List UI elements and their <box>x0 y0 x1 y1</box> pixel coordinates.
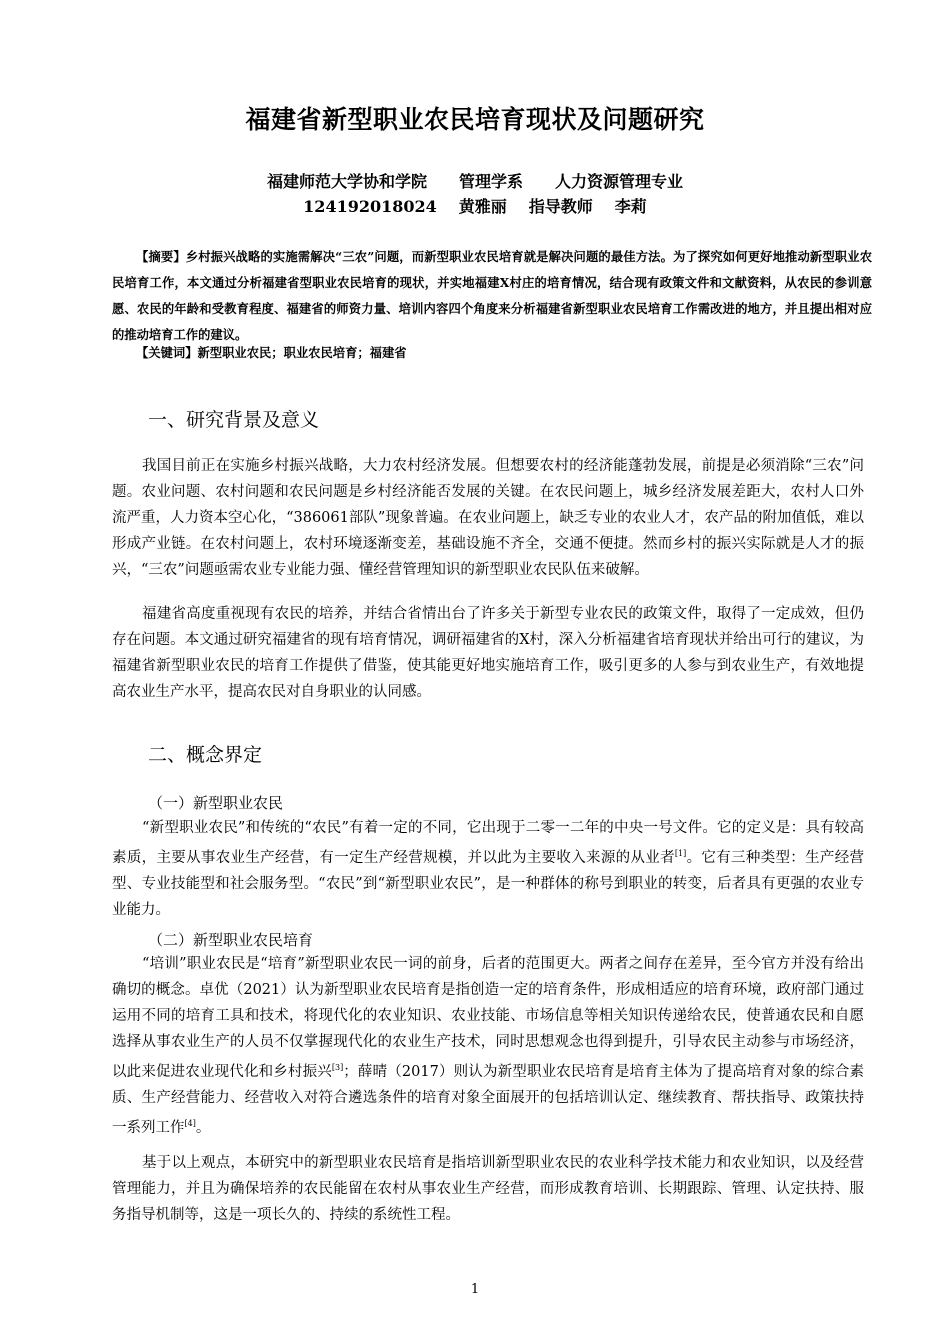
citation-3: [3] <box>331 1063 344 1072</box>
department-name: 管理学系 <box>458 172 523 191</box>
advisor-name: 李莉 <box>614 197 647 216</box>
author-info <box>0 194 950 217</box>
section-1-heading: 一、研究背景及意义 <box>148 409 320 431</box>
subsection-2-paragraph-2: 基于以上观点，本研究中的新型职业农民培育是指培训新型职业农民的农业科学技术能力和农业知识，以及经营管理能力，并且为确保培养的农民能留在农村从事农业生产经营，而形成教育培训、长期跟踪、管理、认定扶持、服务指导机制等，这是一项长久的、持续的系统性工程。 <box>112 1155 864 1223</box>
subsection-2-text-b: ；薛晴（2017）则认为新型职业农民培育是培育主体为了提高培育对象的综合素质、生产经营能力、经营收入对符合遴选条件的培育对象全面展开的包括培训认定、继续教育、帮扶指导、政策扶持一系列工作 <box>112 1064 864 1136</box>
citation-1: [1] <box>674 849 687 858</box>
section-1-paragraph-1: 我国目前正在实施乡村振兴战略，大力农村经济发展。但想要农村的经济能蓬勃发展，前提是必须消除“三农”问题。农业问题、农村问题和农民问题是乡村经济能否发展的关键。在农民问题上，城乡经济发展差距大，农村人口外流严重，人力资本空心化，“386061部队”现象普遍。在农业问题上，缺乏专业的农业人才，农产品的附加值低，难以形成产业链。在农村问题上，农村环境逐渐变差，基础设施不齐全，交通不便捷。然而乡村的振兴实际就是人才的振兴，“三农”问题亟需农业专业能力强、懂经营管理知识的新型职业农民队伍来破解。 <box>112 458 864 578</box>
school-name: 福建师范大学协和学院 <box>266 172 427 191</box>
subsection-1-paragraph <box>112 815 864 923</box>
subsection-2-text-c: 。 <box>195 1120 211 1136</box>
advisor-label: 指导教师 <box>528 197 593 216</box>
abstract <box>112 244 872 348</box>
subsection-1-text-b: 。它有三种类型：生产经营型、专业技能型和社会服务型。“农民”到“新型职业农民”，是一种群体的称号到职业的转变，后者具有更强的农业专业能力。 <box>112 850 865 918</box>
keywords <box>112 340 872 366</box>
subsection-1-heading: （一）新型职业农民 <box>148 794 284 812</box>
paper-title: 福建省新型职业农民培育现状及问题研究 <box>245 105 705 134</box>
keywords-label: 【关键词】 <box>136 345 198 360</box>
abstract-label: 【摘要】 <box>136 249 186 264</box>
subsection-2-paragraph-1 <box>112 951 864 1141</box>
section-2-heading: 二、概念界定 <box>148 744 263 766</box>
student-id: 124192018024 <box>303 197 437 216</box>
page-number: 1 <box>470 1282 480 1297</box>
keywords-text: 新型职业农民；职业农民培育；福建省 <box>197 345 407 360</box>
subsection-2-heading: （二）新型职业农民培育 <box>148 931 314 949</box>
subsection-2-text-a: “培训”职业农民是“培育”新型职业农民一词的前身，后者的范围更大。两者之间存在差异，至今官方并没有给出确切的概念。卓优（2021）认为新型职业农民培育是指创造一定的培育条件，形成相适应的培育环境，政府部门通过运用不同的培育工具和技术，将现代化的农业知识、农业技能、市场信息等相关知识传递给农民，使普通农民和自愿选择从事农业生产的人员不仅掌握现代化的农业生产技术，同时思想观念也得到提升，引导农民主动参与市场经济，以此来促进农业现代化和乡村振兴 <box>112 956 864 1080</box>
major-name: 人力资源管理专业 <box>555 172 684 191</box>
section-1-paragraph-2: 福建省高度重视现有农民的培养，并结合省情出台了许多关于新型专业农民的政策文件，取得了一定成效，但仍存在问题。本文通过研究福建省的现有培育情况，调研福建省的X村，深入分析福建省培育现状并给出可行的建议，为福建省新型职业农民的培育工作提供了借鉴，使其能更好地实施培育工作，吸引更多的人参与到农业生产，有效地提高农业生产水平，提高农民对自身职业的认同感。 <box>112 606 864 700</box>
subsection-1-text-a: “新型职业农民”和传统的“农民”有着一定的不同，它出现于二零一二年的中央一号文件。它的定义是：具有较高素质，主要从事农业生产经营，有一定生产经营规模，并以此为主要收入来源的从业者 <box>112 820 864 866</box>
author-affiliation <box>0 169 950 192</box>
abstract-text: 乡村振兴战略的实施需解决“三农”问题，而新型职业农民培育就是解决问题的最佳方法。为了探究如何更好地推动新型职业农民培育工作，本文通过分析福建省型职业农民培育的现状，并实地福建X村庄的培育情况，结合现有政策文件和文献资料，从农民的参训意愿、农民的年龄和受教育程度、福建省的师资力量、培训内容四个角度来分析福建省新型职业农民培育工作需改进的地方，并且提出相对应的推动培育工作的建议。 <box>112 249 872 342</box>
citation-4: [4] <box>184 1119 196 1128</box>
author-name: 黄雅丽 <box>458 197 507 216</box>
